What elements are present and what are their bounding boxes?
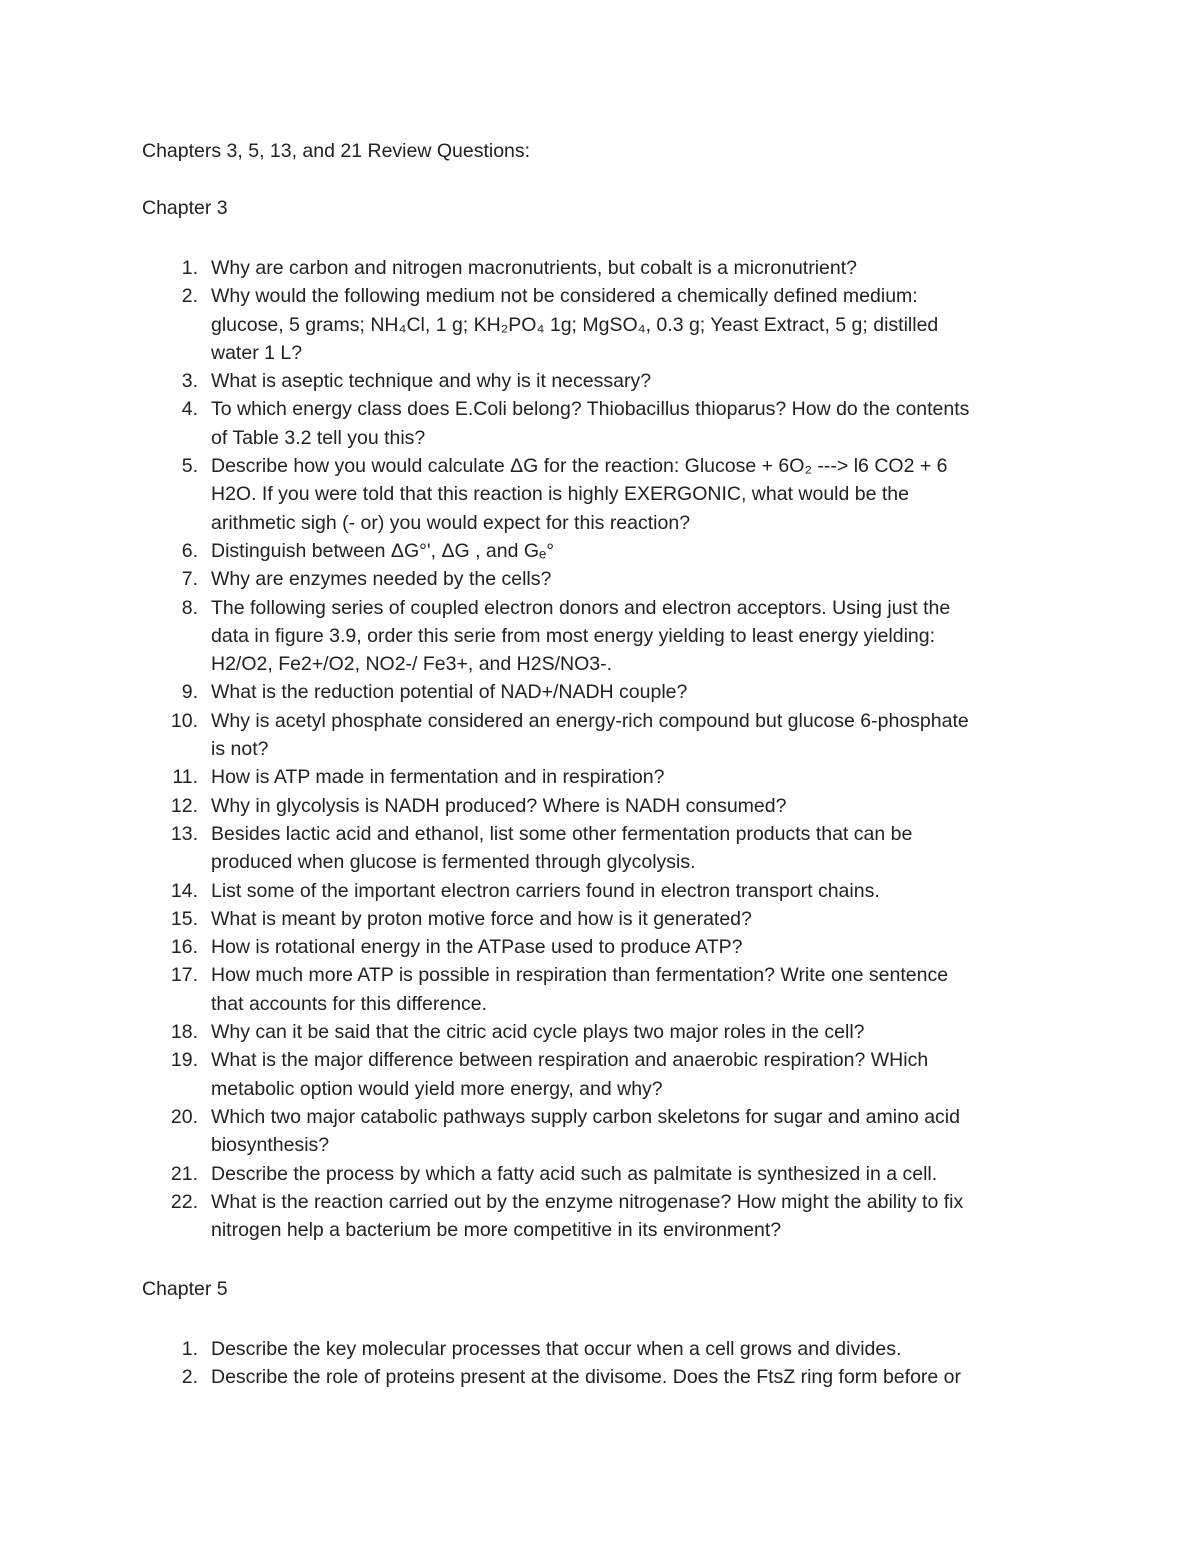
question-item bbox=[0, 933, 1060, 961]
question-number: 5. bbox=[181, 455, 198, 478]
question-number: 1. bbox=[181, 257, 198, 279]
question-text-line: Describe the role of proteins present at the divisome. Does the FtsZ ring form before or bbox=[211, 1366, 962, 1389]
question-text-line: H2O. If you were told that this reaction is highly EXERGONIC, what would be the bbox=[211, 483, 909, 506]
question-text-line: The following series of coupled electron donors and electron acceptors. Using just the bbox=[211, 596, 951, 619]
question-text-line: To which energy class does E.Coli belong? Thiobacillus thioparus? How do the contents bbox=[211, 398, 970, 421]
question-number: 3. bbox=[181, 370, 198, 393]
question-text-line: Describe the key molecular processes that occur when a cell grows and divides. bbox=[211, 1338, 902, 1360]
question-item bbox=[0, 565, 1060, 593]
question-text-line: Why would the following medium not be considered a chemically defined medium: bbox=[211, 285, 918, 308]
question-item bbox=[0, 763, 1060, 791]
question-number: 4. bbox=[181, 398, 198, 421]
question-number: 11. bbox=[172, 766, 198, 789]
question-number: 16. bbox=[170, 936, 198, 959]
question-text-line: Which two major catabolic pathways supply carbon skeletons for sugar and amino acid bbox=[211, 1105, 960, 1128]
question-item bbox=[0, 594, 1060, 679]
question-item bbox=[0, 905, 1060, 933]
question-number: 10. bbox=[170, 709, 198, 732]
question-item bbox=[0, 1103, 1060, 1160]
question-text-line: of Table 3.2 tell you this? bbox=[211, 426, 426, 449]
question-item bbox=[0, 1363, 1060, 1391]
question-number: 8. bbox=[181, 596, 198, 619]
question-item bbox=[0, 1335, 1060, 1363]
question-number: 21. bbox=[170, 1162, 198, 1185]
question-text-line: What is the major difference between respiration and anaerobic respiration? WHich bbox=[211, 1049, 929, 1072]
question-text-line: List some of the important electron carriers found in electron transport chains. bbox=[211, 879, 880, 902]
question-item bbox=[0, 1188, 1060, 1245]
question-text-line: water 1 L? bbox=[211, 341, 303, 364]
question-item bbox=[0, 792, 1060, 820]
question-item bbox=[0, 367, 1060, 395]
question-number: 6. bbox=[181, 539, 198, 562]
question-text-line: data in figure 3.9, order this serie from most energy yielding to least energy yielding: bbox=[211, 624, 936, 647]
question-item bbox=[0, 254, 1060, 282]
question-text-line: Describe how you would calculate ΔG for the reaction: Glucose + 6O₂ ---> l6 CO2 + 6 bbox=[211, 455, 948, 478]
question-number: 7. bbox=[181, 568, 198, 591]
question-number: 22. bbox=[170, 1190, 198, 1213]
question-text-line: Describe the process by which a fatty acid such as palmitate is synthesized in a cell. bbox=[211, 1162, 938, 1185]
question-text-line: How is rotational energy in the ATPase used to produce ATP? bbox=[211, 936, 743, 959]
question-item bbox=[0, 1046, 1060, 1103]
question-number: 15. bbox=[170, 907, 198, 930]
page-title: Chapters 3, 5, 13, and 21 Review Questions: bbox=[142, 140, 531, 162]
question-number: 19. bbox=[170, 1049, 198, 1072]
question-text-line: Why is acetyl phosphate considered an energy-rich compound but glucose 6-phosphate bbox=[211, 709, 969, 732]
question-number: 2. bbox=[181, 1366, 198, 1389]
question-item bbox=[0, 452, 1060, 537]
question-text-line: biosynthesis? bbox=[211, 1134, 330, 1157]
question-item bbox=[0, 537, 1060, 565]
question-item bbox=[0, 395, 1060, 452]
question-text-line: arithmetic sigh (- or) you would expect for this reaction? bbox=[211, 511, 691, 534]
question-number: 17. bbox=[170, 964, 198, 987]
question-text-line: is not? bbox=[211, 738, 269, 761]
question-text-line: What is meant by proton motive force and how is it generated? bbox=[211, 907, 752, 930]
question-text-line: How is ATP made in fermentation and in respiration? bbox=[211, 766, 665, 789]
question-text-line: Why in glycolysis is NADH produced? Where is NADH consumed? bbox=[211, 794, 787, 817]
question-text-line: Why are carbon and nitrogen macronutrients, but cobalt is a micronutrient? bbox=[211, 257, 857, 279]
question-text-line: What is the reduction potential of NAD+/NADH couple? bbox=[211, 681, 688, 704]
chapter-3-question-list bbox=[0, 254, 1060, 1244]
question-number: 20. bbox=[170, 1105, 198, 1128]
question-number: 2. bbox=[181, 285, 198, 308]
question-text-line: produced when glucose is fermented through glycolysis. bbox=[211, 851, 696, 874]
question-item bbox=[0, 961, 1060, 1018]
question-text-line: nitrogen help a bacterium be more competitive in its environment? bbox=[211, 1219, 782, 1242]
question-item bbox=[0, 282, 1060, 367]
question-item bbox=[0, 820, 1060, 877]
question-item bbox=[0, 707, 1060, 764]
question-text-line: How much more ATP is possible in respiration than fermentation? Write one sentence bbox=[211, 964, 949, 987]
question-text-line: What is the reaction carried out by the enzyme nitrogenase? How might the ability to fix bbox=[211, 1190, 964, 1213]
question-item bbox=[0, 877, 1060, 905]
question-text-line: glucose, 5 grams; NH₄Cl, 1 g; KH₂PO₄ 1g; MgSO₄, 0.3 g; Yeast Extract, 5 g; distilled bbox=[211, 313, 939, 336]
question-text-line: Why can it be said that the citric acid cycle plays two major roles in the cell? bbox=[211, 1021, 865, 1044]
question-text-line: What is aseptic technique and why is it necessary? bbox=[211, 370, 652, 393]
question-item bbox=[0, 678, 1060, 706]
question-number: 1. bbox=[181, 1338, 198, 1360]
question-text-line: metabolic option would yield more energy, and why? bbox=[211, 1077, 663, 1100]
question-item bbox=[0, 1160, 1060, 1188]
question-text-line: Distinguish between ΔG°', ΔG , and Gₑ° bbox=[211, 539, 555, 562]
chapter-5-heading: Chapter 5 bbox=[142, 1278, 228, 1300]
question-item bbox=[0, 1018, 1060, 1046]
question-number: 12. bbox=[170, 794, 198, 817]
question-number: 14. bbox=[170, 879, 198, 902]
question-text-line: H2/O2, Fe2+/O2, NO2-/ Fe3+, and H2S/NO3-. bbox=[211, 653, 613, 676]
question-number: 9. bbox=[181, 681, 198, 704]
question-number: 18. bbox=[170, 1021, 198, 1044]
chapter-3-heading: Chapter 3 bbox=[142, 197, 228, 219]
question-text-line: that accounts for this difference. bbox=[211, 992, 488, 1015]
chapter-5-question-list bbox=[0, 1335, 1060, 1392]
question-text-line: Besides lactic acid and ethanol, list some other fermentation products that can be bbox=[211, 822, 913, 845]
question-text-line: Why are enzymes needed by the cells? bbox=[211, 568, 552, 591]
question-number: 13. bbox=[170, 822, 198, 845]
